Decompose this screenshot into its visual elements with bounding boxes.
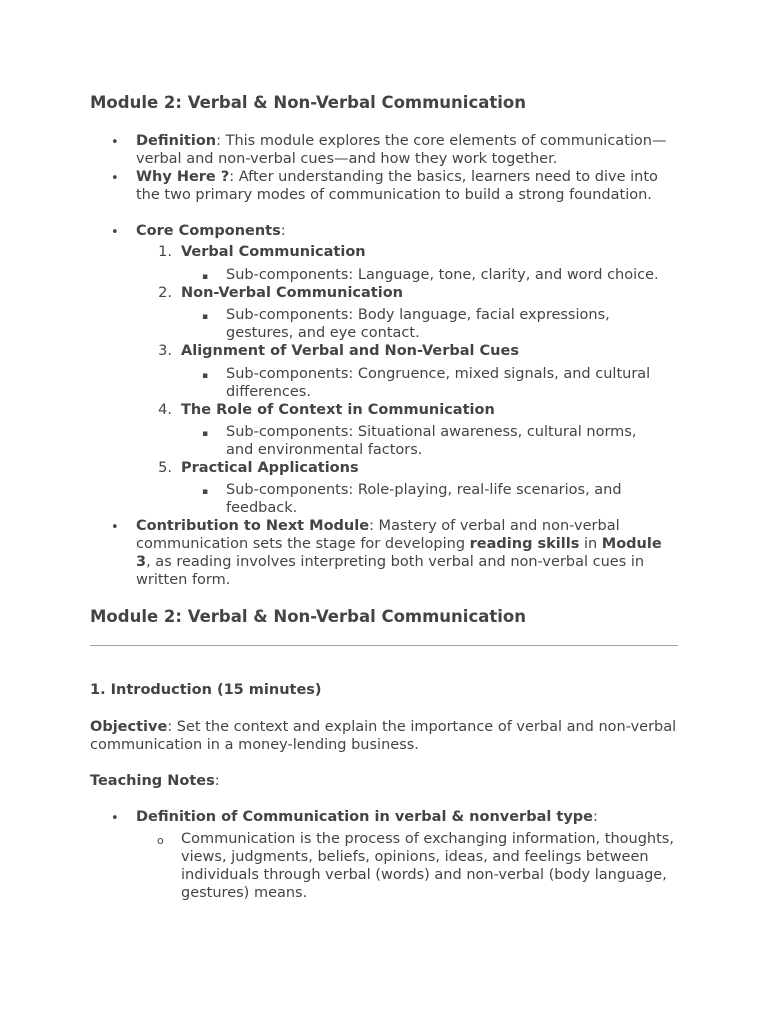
contribution-text-3: , as reading involves interpreting both verbal and non-verbal cues in written form. (136, 554, 645, 588)
definition-communication-label: Definition of Communication in verbal & nonverbal type (136, 809, 593, 825)
bullet-disc: • (111, 225, 119, 240)
core-components-item (136, 222, 286, 240)
component-sub: Sub-components: Role-playing, real-life scenarios, and feedback. (226, 482, 622, 516)
bullet-square: ▪ (202, 487, 209, 497)
component-sub: Sub-components: Congruence, mixed signals, and cultural differences. (226, 366, 651, 400)
bullet-disc: • (111, 811, 119, 826)
definition-item (136, 132, 681, 168)
component-title: Non-Verbal Communication (181, 285, 403, 301)
definition-label: Definition (136, 133, 217, 149)
component-number: 4. (158, 402, 172, 418)
component-number: 3. (158, 343, 172, 359)
bullet-square: ▪ (202, 312, 209, 322)
horizontal-divider (90, 645, 678, 646)
module-title: Module 2: Verbal & Non-Verbal Communication (90, 93, 527, 112)
definition-communication-item (136, 808, 681, 826)
component-title: Alignment of Verbal and Non-Verbal Cues (181, 343, 519, 359)
component-number: 1. (158, 244, 172, 260)
contribution-item (136, 517, 681, 589)
contribution-label: Contribution to Next Module (136, 518, 370, 534)
bullet-disc: • (111, 520, 119, 535)
component-sub: Sub-components: Body language, facial expressions, gestures, and eye contact. (226, 307, 610, 341)
component-title: Verbal Communication (181, 244, 366, 260)
why-here-item (136, 168, 681, 204)
core-components-label: Core Components (136, 223, 281, 239)
objective-text: : Set the context and explain the importance of verbal and non-verbal communication in a money-lending business. (90, 719, 677, 753)
component-sub: Sub-components: Language, tone, clarity, and word choice. (226, 267, 659, 283)
component-title: Practical Applications (181, 460, 359, 476)
teaching-notes-label: Teaching Notes (90, 773, 215, 789)
component-number: 2. (158, 285, 172, 301)
teaching-notes-paragraph (90, 772, 220, 790)
core-components-colon: : (280, 223, 286, 239)
bullet-square: ▪ (202, 272, 209, 282)
component-number: 5. (158, 460, 172, 476)
contribution-text-2: in (579, 536, 602, 552)
bullet-circle: o (157, 834, 164, 847)
bullet-disc: • (111, 135, 119, 150)
definition-text: : This module explores the core elements of communication—verbal and non-verbal cues—and how they work together. (136, 133, 667, 167)
component-title: The Role of Context in Communication (181, 402, 495, 418)
definition-communication-colon: : (593, 809, 598, 825)
reading-skills-label: reading skills (469, 536, 580, 552)
why-here-label: Why Here ? (136, 169, 230, 185)
module-title-2: Module 2: Verbal & Non-Verbal Communication (90, 607, 527, 626)
bullet-square: ▪ (202, 371, 209, 381)
why-here-text: : After understanding the basics, learners need to dive into the two primary modes of communication to build a strong foundation. (136, 169, 658, 203)
introduction-heading: 1. Introduction (15 minutes) (90, 682, 322, 698)
component-sub: Sub-components: Situational awareness, cultural norms, and environmental factors. (226, 424, 637, 458)
module-3-label: Module 3 (136, 536, 662, 570)
objective-label: Objective (90, 719, 168, 735)
objective-paragraph (90, 718, 680, 754)
teaching-notes-colon: : (214, 773, 220, 789)
bullet-disc: • (111, 171, 119, 186)
bullet-square: ▪ (202, 429, 209, 439)
contribution-text-1: : Mastery of verbal and non-verbal communication sets the stage for developing (136, 518, 620, 552)
communication-definition-text: Communication is the process of exchanging information, thoughts, views, judgments, beliefs, opinions, ideas, and feelings between individuals through verbal (words) and non-verbal (body language, gestures) means. (181, 831, 674, 901)
